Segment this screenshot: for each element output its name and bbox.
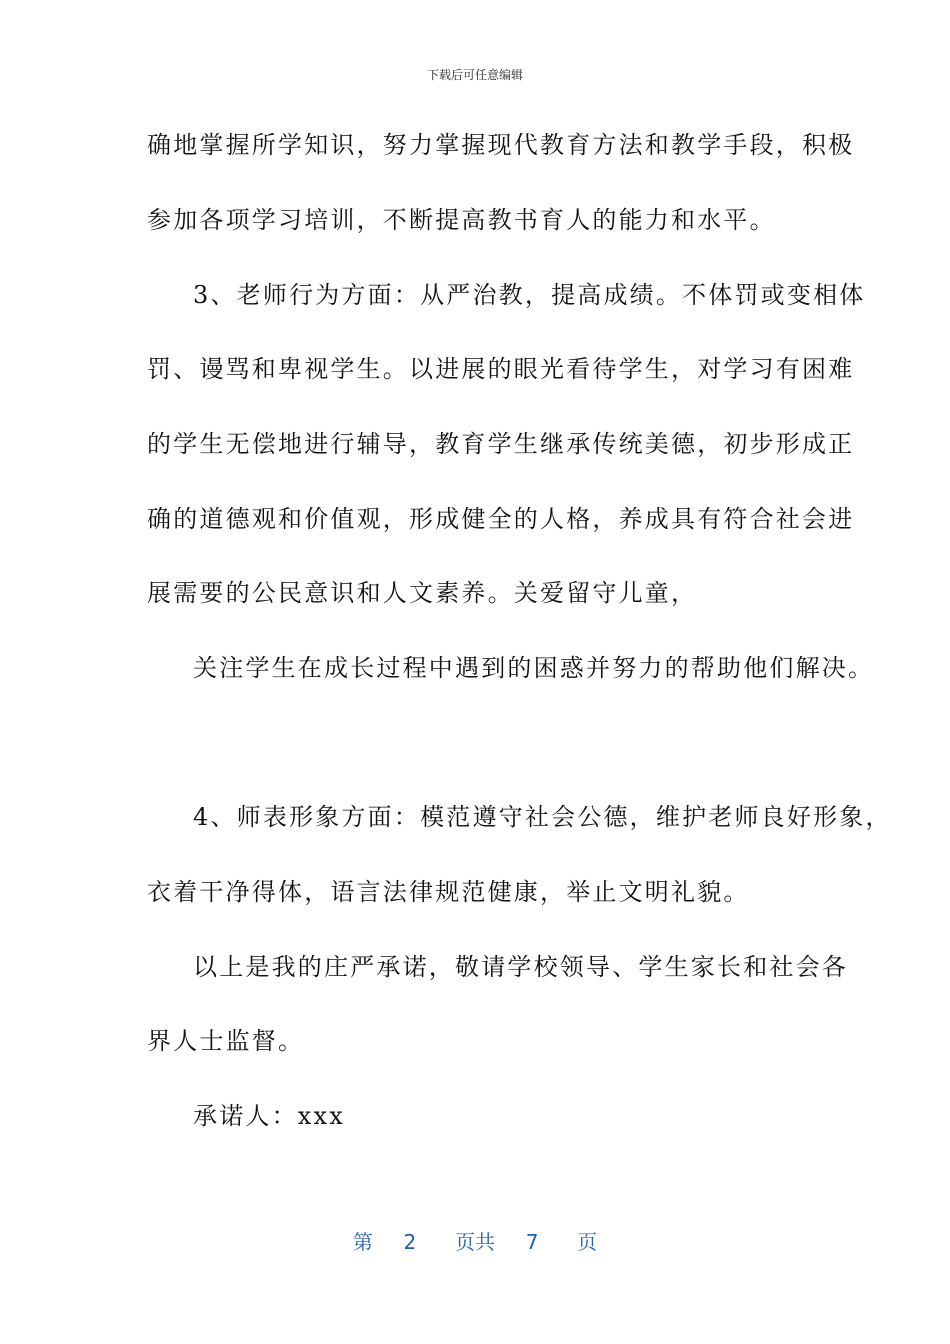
paragraph-line: 确的道德观和价值观，形成健全的人格，养成具有符合社会进	[147, 505, 855, 533]
page-suffix: 页	[577, 1230, 598, 1254]
paragraph-line: 罚、谩骂和卑视学生。以进展的眼光看待学生，对学习有困难	[147, 355, 855, 383]
paragraph-line: 的学生无偿地进行辅导，教育学生继承传统美德，初步形成正	[147, 430, 855, 458]
header-note: 下载后可任意编辑	[426, 68, 523, 82]
paragraph-line: 确地掌握所学知识，努力掌握现代教育方法和教学手段，积极	[147, 131, 855, 159]
paragraph-line: 衣着干净得体，语言法律规范健康，举止文明礼貌。	[147, 878, 750, 906]
page-footer	[0, 1226, 950, 1255]
paragraph-line: 展需要的公民意识和人文素养。关爱留守儿童，	[147, 579, 698, 607]
signature-line: 承诺人：xxx	[193, 1102, 346, 1130]
total-pages: 7	[525, 1230, 539, 1254]
paragraph-line: 参加各项学习培训，不断提高教书育人的能力和水平。	[147, 206, 776, 234]
paragraph-line: 以上是我的庄严承诺，敬请学校领导、学生家长和社会各	[193, 953, 848, 981]
paragraph-line: 界人士监督。	[147, 1027, 305, 1055]
page-middle: 页共	[455, 1230, 495, 1254]
paragraph-line: 关注学生在成长过程中遇到的困惑并努力的帮助他们解决。	[193, 654, 875, 682]
paragraph-line: 3、老师行为方面：从严治教，提高成绩。不体罚或变相体	[193, 281, 866, 309]
page-number: 2	[403, 1230, 417, 1254]
paragraph-line: 4、师表形象方面：模范遵守社会公德，维护老师良好形象，	[193, 803, 892, 831]
page-prefix: 第	[352, 1230, 373, 1254]
